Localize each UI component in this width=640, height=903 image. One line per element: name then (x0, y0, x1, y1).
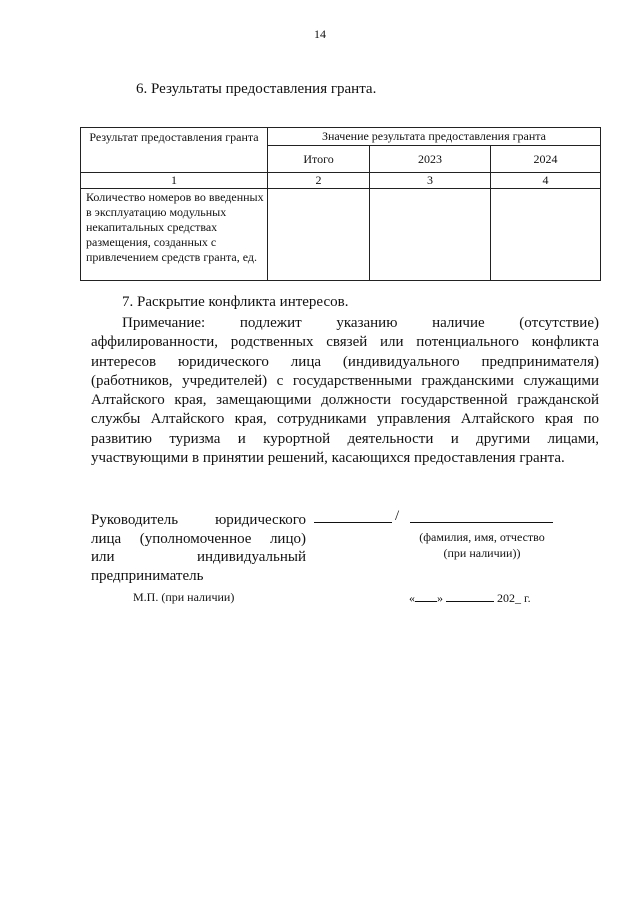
signatory-line: предприниматель (91, 567, 204, 584)
signature-separator: / (395, 508, 400, 524)
date-field (409, 591, 531, 606)
stamp-place: М.П. (при наличии) (133, 590, 235, 604)
header-total: Итого (268, 146, 370, 173)
value-2023-cell (370, 189, 491, 281)
col-number: 3 (370, 173, 491, 189)
value-2024-cell (491, 189, 601, 281)
date-quote-open: « (409, 591, 415, 605)
fio-caption-line: (при наличии)) (443, 546, 521, 560)
col-number: 1 (81, 173, 268, 189)
result-name-cell: Количество номеров во введенных в эксплуатацию модульных некапитальных средствах размещения, созданных с привлечением средств гранта, ед. (81, 189, 268, 281)
month-line (446, 592, 494, 602)
total-value-cell (268, 189, 370, 281)
fio-caption (407, 529, 557, 561)
signatory-line: лица (уполномоченное лицо) (91, 530, 306, 547)
page-number: 14 (314, 27, 326, 41)
date-quote-close: » (437, 591, 443, 605)
col-number: 2 (268, 173, 370, 189)
signature-line (314, 522, 392, 523)
section-7-title: 7. Раскрытие конфликта интересов. (122, 294, 349, 310)
header-result: Результат предоставления гранта (81, 128, 268, 173)
table-row (81, 189, 601, 281)
signatory-label (91, 511, 306, 585)
table-number-row (81, 173, 601, 189)
date-year: 202_ г. (497, 591, 531, 605)
header-2023: 2023 (370, 146, 491, 173)
header-2024: 2024 (491, 146, 601, 173)
note-paragraph: Примечание: подлежит указанию наличие (отсутствие) аффилированности, родственных связей или потенциального конфликта интересов юридического лица (индивидуального предпринимателя) (работников, учредителей) с государственными гражданскими служащими Алтайского края, замещающими должности государственной гражданской службы Алтайского края, сотрудниками управления Алтайского края по развитию туризма и курортной деятельности и другими лицами, участвующими в принятии решений, касающихся предоставления гранта. (91, 315, 599, 467)
day-line (415, 592, 437, 602)
signatory-line: или индивидуальный (91, 549, 306, 565)
table-header-row (81, 128, 601, 146)
header-value: Значение результата предоставления гранта (268, 128, 601, 146)
name-line (410, 522, 553, 523)
signatory-line: Руководитель юридического (91, 512, 306, 528)
fio-caption-line: (фамилия, имя, отчество (419, 530, 545, 544)
col-number: 4 (491, 173, 601, 189)
grant-results-table (80, 127, 601, 281)
conflict-note (91, 314, 599, 468)
section-6-title: 6. Результаты предоставления гранта. (136, 81, 377, 97)
